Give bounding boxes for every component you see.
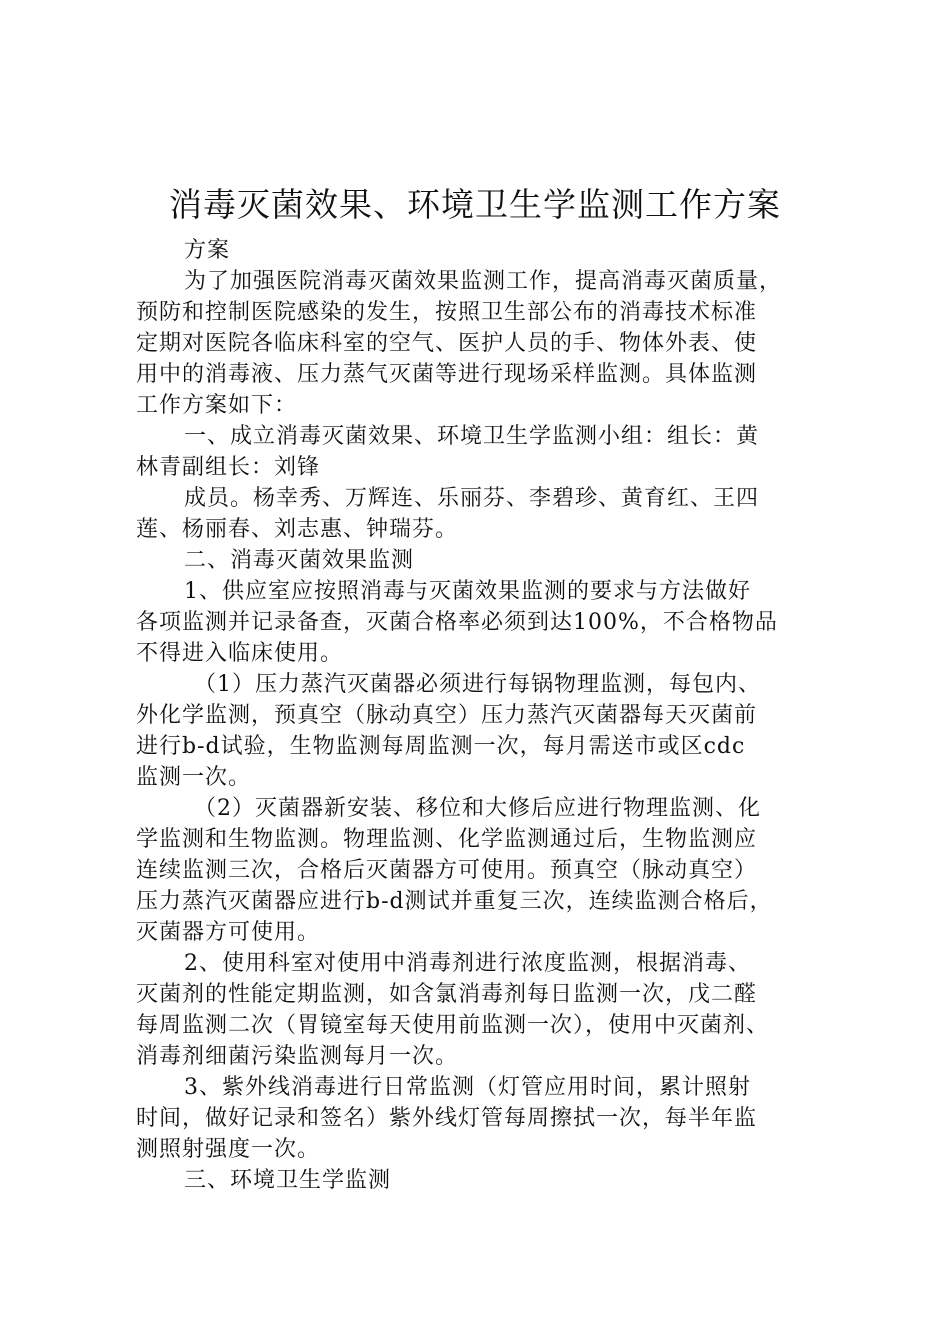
paragraph-line: 预防和控制医院感染的发生，按照卫生部公布的消毒技术标准 xyxy=(136,300,758,325)
paragraph-line: （2）灭菌器新安装、移位和大修后应进行物理监测、化 xyxy=(194,796,761,821)
paragraph-line: 方案 xyxy=(184,238,231,263)
paragraph-line: 各项监测并记录备查，灭菌合格率必须到达100%，不合格物品 xyxy=(136,610,778,635)
paragraph-line: 灭菌剂的性能定期监测，如含氯消毒剂每日监测一次，戊二醛 xyxy=(136,982,758,1007)
paragraph-line: 用中的消毒液、压力蒸气灭菌等进行现场采样监测。具体监测 xyxy=(136,362,758,387)
paragraph-line: 3、紫外线消毒进行日常监测（灯管应用时间，累计照射 xyxy=(184,1075,751,1100)
paragraph-line: 外化学监测，预真空（脉动真空）压力蒸汽灭菌器每天灭菌前 xyxy=(136,703,758,728)
paragraph-line: 时间，做好记录和签名）紫外线灯管每周擦拭一次，每半年监 xyxy=(136,1106,758,1131)
paragraph-line: 三、环境卫生学监测 xyxy=(184,1168,392,1193)
paragraph-line: 不得进入临床使用。 xyxy=(136,641,344,666)
document-title: 消毒灭菌效果、环境卫生学监测工作方案 xyxy=(169,185,781,224)
paragraph-line: 进行b-d试验，生物监测每周监测一次，每月需送市或区cdc xyxy=(136,734,746,759)
paragraph-line: 成员。杨幸秀、万辉连、乐丽芬、李碧珍、黄育红、王四 xyxy=(184,486,760,511)
paragraph-line: 为了加强医院消毒灭菌效果监测工作，提高消毒灭菌质量， xyxy=(184,269,783,294)
paragraph-line: 工作方案如下： xyxy=(136,393,298,418)
paragraph-line: （1）压力蒸汽灭菌器必须进行每锅物理监测，每包内、 xyxy=(194,672,761,697)
paragraph-line: 测照射强度一次。 xyxy=(136,1137,321,1162)
paragraph-line: 连续监测三次，合格后灭菌器方可使用。预真空（脉动真空） xyxy=(136,858,758,883)
paragraph-line: 2、使用科室对使用中消毒剂进行浓度监测，根据消毒、 xyxy=(184,951,751,976)
paragraph-line: 灭菌器方可使用。 xyxy=(136,920,321,945)
document-body xyxy=(136,235,836,1196)
paragraph-line: 监测一次。 xyxy=(136,765,252,790)
paragraph-line: 莲、杨丽春、刘志惠、钟瑞芬。 xyxy=(136,517,459,542)
paragraph-line: 每周监测二次（胃镜室每天使用前监测一次），使用中灭菌剂、 xyxy=(136,1013,770,1038)
paragraph-line: 1、供应室应按照消毒与灭菌效果监测的要求与方法做好 xyxy=(184,579,751,604)
paragraph-line: 一、成立消毒灭菌效果、环境卫生学监测小组：组长：黄 xyxy=(184,424,760,449)
paragraph-line: 定期对医院各临床科室的空气、医护人员的手、物体外表、使 xyxy=(136,331,758,356)
paragraph-line: 林青副组长：刘锋 xyxy=(136,455,321,480)
paragraph-line: 消毒剂细菌污染监测每月一次。 xyxy=(136,1044,459,1069)
paragraph-line: 压力蒸汽灭菌器应进行b-d测试并重复三次，连续监测合格后， xyxy=(136,889,773,914)
paragraph-line: 学监测和生物监测。物理监测、化学监测通过后，生物监测应 xyxy=(136,827,758,852)
paragraph-line: 二、消毒灭菌效果监测 xyxy=(184,548,415,573)
